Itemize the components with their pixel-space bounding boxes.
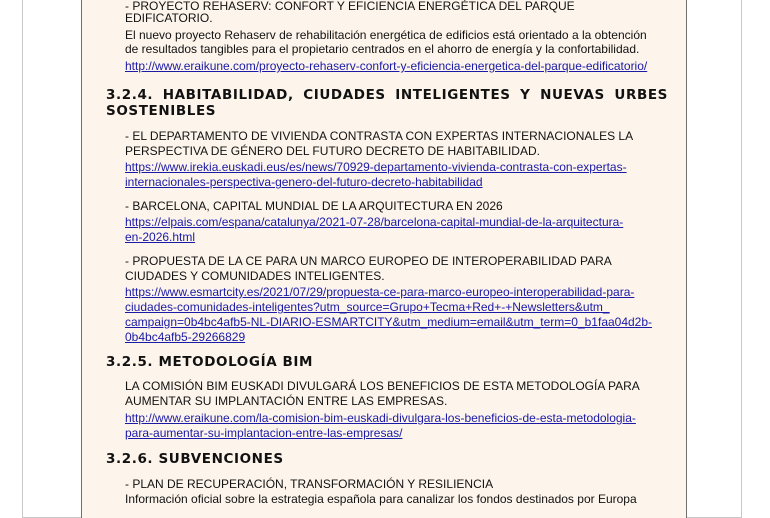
document-page [81,0,687,518]
heading-3-2-5: 3.2.5. METODOLOGÍA BIM [106,354,314,370]
bim-title-line2: AUMENTAR SU IMPLANTACIÓN ENTRE LAS EMPRESAS. [125,394,448,408]
heading-word: INTELIGENTES [395,87,511,103]
vivienda-title-line2: PERSPECTIVA DE GÉNERO DEL FUTURO DECRETO DE HABITABILIDAD. [125,144,540,158]
rehaserv-title-line1: - PROYECTO REHASERV: CONFORT Y EFICIENCIA ENERGÉTICA DEL PARQUE [125,0,575,13]
heading-3-2-6: 3.2.6. SUBVENCIONES [106,451,284,467]
rehaserv-description-line1: El nuevo proyecto Rehaserv de rehabilitación energética de edificios está orientado a la obtención [125,28,647,42]
rehaserv-link[interactable]: http://www.eraikune.com/proyecto-rehaserv-confort-y-eficiencia-energetica-del-parque-edificatorio/ [125,59,648,73]
ce-link-line4[interactable]: 0b4bc4afb5-29266829 [125,330,246,344]
rehaserv-description-line2: de resultados tangibles para el propietario centrados en el ahorro de energía y la confortabilidad. [125,42,640,56]
plan-title: - PLAN DE RECUPERACIÓN, TRANSFORMACIÓN Y RESILIENCIA [125,477,494,491]
heading-word: URBES [614,87,668,103]
vivienda-link-line2[interactable]: internacionales-perspectiva-genero-del-futuro-decreto-habitabilidad [125,175,483,189]
barcelona-link-line2[interactable]: en-2026.html [125,230,196,244]
rehaserv-title-line2: EDIFICATORIO. [125,11,213,25]
barcelona-title: - BARCELONA, CAPITAL MUNDIAL DE LA ARQUITECTURA EN 2026 [125,199,503,213]
heading-word: HABITABILIDAD, [162,87,294,103]
ce-title-line1: - PROPUESTA DE LA CE PARA UN MARCO EUROPEO DE INTEROPERABILIDAD PARA [125,254,612,268]
vivienda-title-line1: - EL DEPARTAMENTO DE VIVIENDA CONTRASTA CON EXPERTAS INTERNACIONALES LA [125,129,634,143]
vivienda-link-line1[interactable]: https://www.irekia.euskadi.eus/es/news/70929-departamento-vivienda-contrasta-con-expertas- [125,160,627,174]
bim-link-line1[interactable]: http://www.eraikune.com/la-comision-bim-euskadi-divulgara-los-beneficios-de-esta-metodologia- [125,411,636,425]
heading-3-2-4-line1 [106,87,668,103]
bim-title-line1: LA COMISIÓN BIM EUSKADI DIVULGARÁ LOS BENEFICIOS DE ESTA METODOLOGÍA PARA [125,379,640,393]
bim-link-line2[interactable]: para-aumentar-su-implantacion-entre-las-empresas/ [125,426,403,440]
heading-3-2-4-line2: SOSTENIBLES [106,103,217,119]
heading-word: CIUDADES [303,87,386,103]
heading-word: 3.2.4. [106,87,154,103]
ce-link-line2[interactable]: ciudades-comunidades-inteligentes?utm_source=Grupo+Tecma+Red+-+Newsletters&utm_ [125,300,610,314]
plan-description-line1: Información oficial sobre la estrategia española para canalizar los fondos destinados por Europa [125,492,637,506]
ce-link-line1[interactable]: https://www.esmartcity.es/2021/07/29/propuesta-ce-para-marco-europeo-interoperabilidad-para- [125,285,635,299]
heading-word: Y [520,87,531,103]
ce-link-line3[interactable]: campaign=0b4bc4afb5-NL-DIARIO-ESMARTCITY&utm_medium=email&utm_term=0_b1faa04d2b- [125,315,653,329]
barcelona-link-line1[interactable]: https://elpais.com/espana/catalunya/2021-07-28/barcelona-capital-mundial-de-la-arquitectura- [125,215,624,229]
ce-title-line2: CIUDADES Y COMUNIDADES INTELIGENTES. [125,269,385,283]
heading-word: NUEVAS [540,87,605,103]
